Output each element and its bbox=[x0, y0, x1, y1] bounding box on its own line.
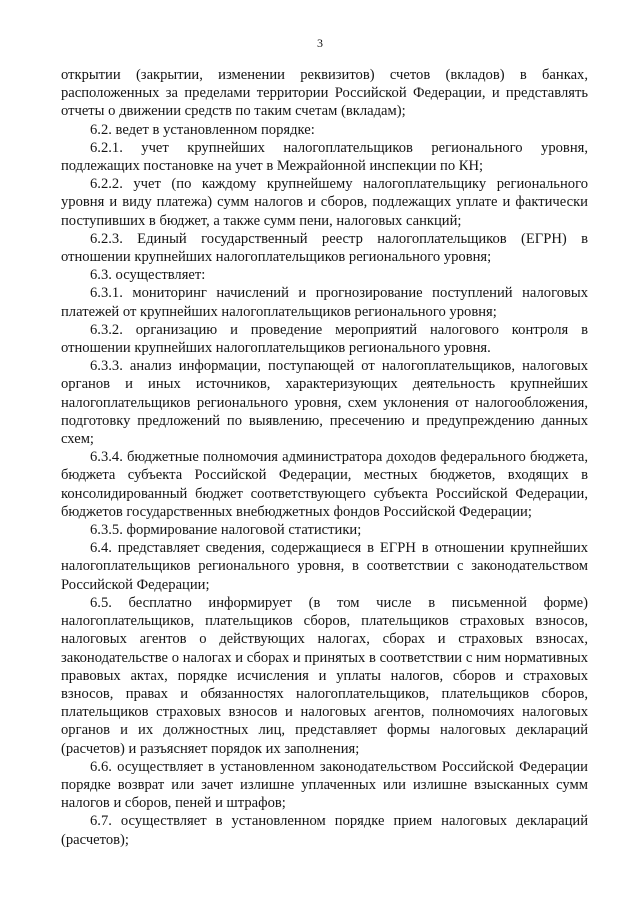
page-number: 3 bbox=[317, 36, 323, 50]
paragraph-6-2-2: 6.2.2. учет (по каждому крупнейшему налогоплательщику регионального уровня и виду платежа) сумм налогов и сборов, подлежащих уплате и фактически поступивших в бюджет, а также сумм пени, налоговых санкций; bbox=[61, 176, 588, 229]
paragraph-6-4: 6.4. представляет сведения, содержащиеся в ЕГРН в отношении крупнейших налогоплательщиков регионального уровня, в соответствии с законодательством Российской Федерации; bbox=[61, 540, 588, 593]
paragraph-6-5: 6.5. бесплатно информирует (в том числе в письменной форме) налогоплательщиков, плательщиков сборов, плательщиков страховых взносов, налоговых агентов о действующих налогах, сборах и страховых взносах, законодательстве о налогах и сборах и принятых в соответствии с ним нормативных правовых актах, порядке исчисления и уплаты налогов, сборов и страховых взносов, правах и обязанностях налогоплательщиков, плательщиков сборов, плательщиков страховых взносов и налоговых агентов, полномочиях налоговых органов и их должностных лиц, представляет формы налоговых деклараций (расчетов) и разъясняет порядок их заполнения; bbox=[61, 594, 588, 757]
paragraph-6-2-3: 6.2.3. Единый государственный реестр налогоплательщиков (ЕГРН) в отношении крупнейших налогоплательщиков регионального уровня; bbox=[61, 230, 588, 266]
paragraph-continuation: открытии (закрытии, изменении реквизитов) счетов (вкладов) в банках, расположенных за пределами территории Российской Федерации, и представлять отчеты о движении средств по таким счетам (вкладам); bbox=[61, 67, 588, 120]
document-body bbox=[61, 66, 588, 849]
paragraph-6-3: 6.3. осуществляет: bbox=[90, 267, 206, 284]
paragraph-6-7: 6.7. осуществляет в установленном порядке прием налоговых деклараций (расчетов); bbox=[61, 813, 588, 848]
paragraph-6-2-1: 6.2.1. учет крупнейших налогоплательщиков регионального уровня, подлежащих постановке на учет в Межрайонной инспекции по КН; bbox=[61, 139, 588, 175]
paragraph-6-2: 6.2. ведет в установленном порядке: bbox=[90, 121, 315, 138]
paragraph-6-3-3: 6.3.3. анализ информации, поступающей от налогоплательщиков, налоговых органов и иных источников, характеризующих деятельность крупнейших налогоплательщиков регионального уровня, схем уклонения от налогообложения, подготовку предложений по выявлению, пресечению и предупреждению данных схем; bbox=[61, 358, 588, 448]
paragraph-6-3-2: 6.3.2. организацию и проведение мероприятий налогового контроля в отношении крупнейших налогоплательщиков регионального уровня. bbox=[61, 321, 588, 357]
paragraph-6-3-5: 6.3.5. формирование налоговой статистики; bbox=[90, 522, 362, 539]
paragraph-6-3-4: 6.3.4. бюджетные полномочия администратора доходов федерального бюджета, бюджета субъекта Российской Федерации, местных бюджетов, входящих в консолидированный бюджет соответствующего субъекта Российской Федерации, бюджетов государственных внебюджетных фондов Российской Федерации; bbox=[61, 449, 588, 520]
paragraph-6-6: 6.6. осуществляет в установленном законодательством Российской Федерации порядке возврат или зачет излишне уплаченных или излишне взысканных сумм налогов и сборов, пеней и штрафов; bbox=[61, 758, 588, 812]
paragraph-6-3-1: 6.3.1. мониторинг начислений и прогнозирование поступлений налоговых платежей от крупнейших налогоплательщиков регионального уровня; bbox=[61, 285, 588, 320]
